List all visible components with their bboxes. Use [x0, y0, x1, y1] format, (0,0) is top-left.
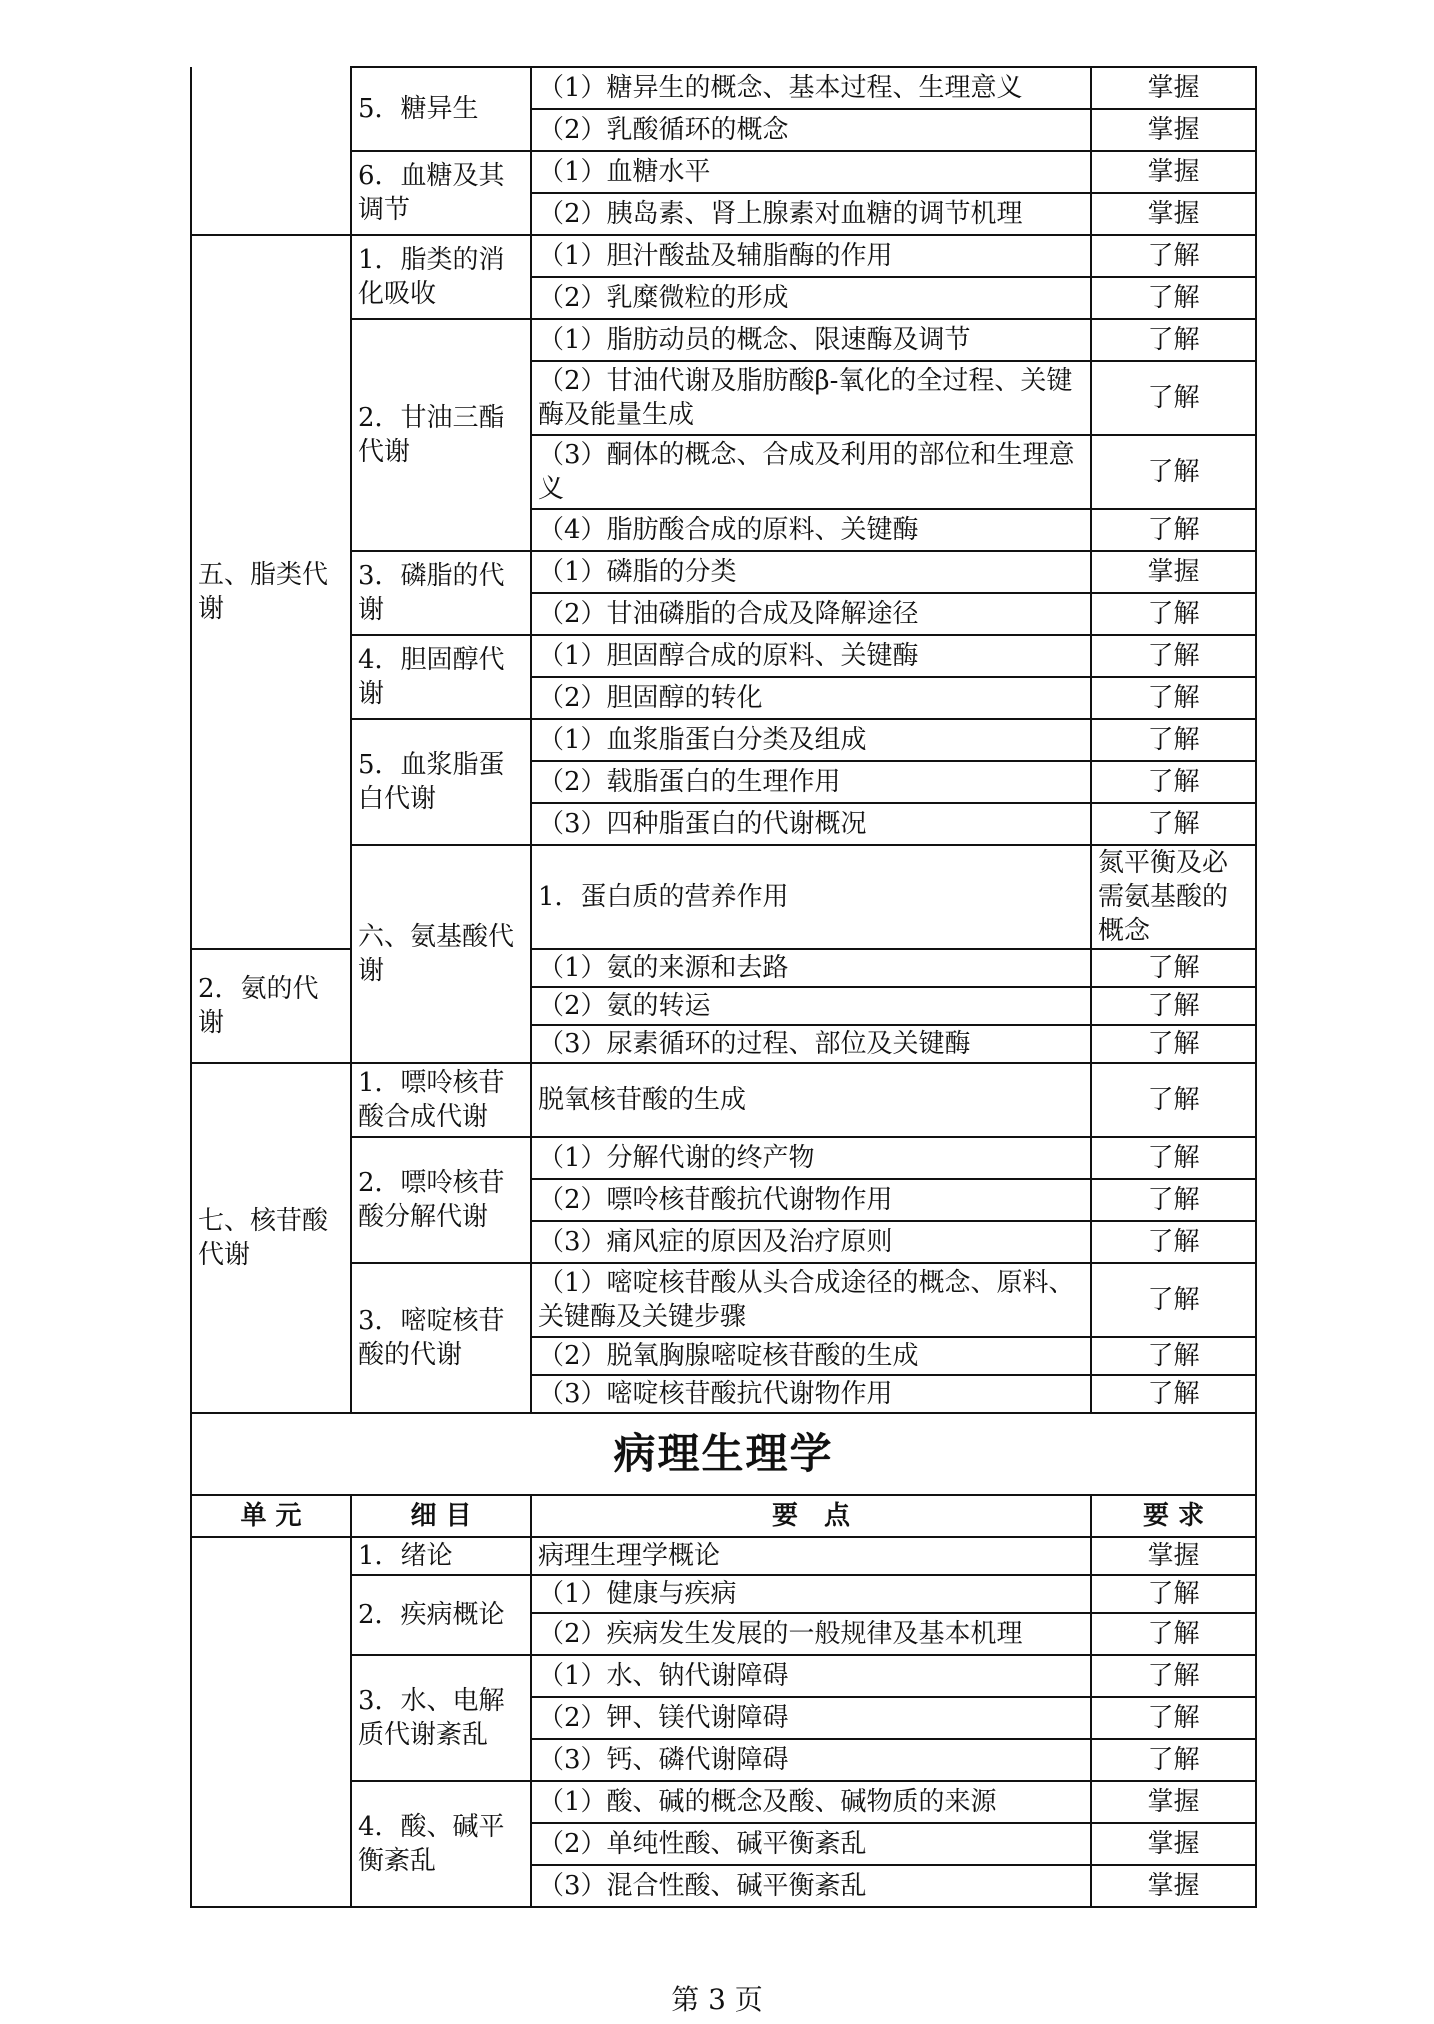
point-cell: （1）胆汁酸盐及辅脂酶的作用: [531, 235, 1091, 277]
item-cell: 5．糖异生: [351, 67, 531, 151]
requirement-cell: 了解: [1091, 1025, 1256, 1063]
table-row: [191, 319, 1256, 361]
requirement-cell: 掌握: [1091, 1865, 1256, 1907]
point-cell: （3）尿素循环的过程、部位及关键酶: [531, 1025, 1091, 1063]
requirement-cell: 了解: [1091, 719, 1256, 761]
table-header-row: [191, 1495, 1256, 1537]
requirement-cell: 掌握: [1091, 109, 1256, 151]
requirement-cell: 了解: [1091, 509, 1256, 551]
point-cell: （3）酮体的概念、合成及利用的部位和生理意义: [531, 435, 1091, 509]
requirement-cell: 了解: [1091, 1337, 1256, 1375]
requirement-cell: 了解: [1091, 593, 1256, 635]
item-cell: 5．血浆脂蛋白代谢: [351, 719, 531, 845]
table-row: [191, 845, 1256, 949]
point-cell: 脱氧核苷酸的生成: [531, 1063, 1091, 1137]
table-row: [191, 235, 1256, 277]
point-cell: （2）乳酸循环的概念: [531, 109, 1091, 151]
point-cell: （1）水、钠代谢障碍: [531, 1655, 1091, 1697]
requirement-cell: 了解: [1091, 1575, 1256, 1613]
item-cell: 3．磷脂的代谢: [351, 551, 531, 635]
table-row: [191, 67, 1256, 109]
requirement-cell: 了解: [1091, 949, 1256, 987]
point-cell: （1）健康与疾病: [531, 1575, 1091, 1613]
point-cell: （3）混合性酸、碱平衡紊乱: [531, 1865, 1091, 1907]
unit-cell: 五、脂类代谢: [191, 235, 351, 949]
item-cell: 2．氨的代谢: [191, 949, 351, 1063]
requirement-cell: 了解: [1091, 277, 1256, 319]
unit-cell: [191, 1537, 351, 1907]
point-cell: （2）甘油磷脂的合成及降解途径: [531, 593, 1091, 635]
requirement-cell: 掌握: [1091, 151, 1256, 193]
requirement-cell: 了解: [1091, 1179, 1256, 1221]
requirement-cell: 掌握: [1091, 551, 1256, 593]
requirement-cell: 掌握: [1091, 1781, 1256, 1823]
point-cell: （1）磷脂的分类: [531, 551, 1091, 593]
syllabus-sheet: [190, 66, 1255, 1908]
requirement-cell: 了解: [1091, 435, 1256, 509]
point-cell: （3）痛风症的原因及治疗原则: [531, 1221, 1091, 1263]
table-row: [191, 1655, 1256, 1697]
requirement-cell: 了解: [1091, 361, 1256, 435]
requirement-cell: 了解: [1091, 1697, 1256, 1739]
requirement-cell: 了解: [1091, 1613, 1256, 1655]
unit-cell: [191, 67, 351, 235]
item-cell: 1．蛋白质的营养作用: [531, 845, 1091, 949]
requirement-cell: 掌握: [1091, 67, 1256, 109]
point-cell: 病理生理学概论: [531, 1537, 1091, 1575]
requirement-cell: 了解: [1091, 987, 1256, 1025]
table-row: [191, 551, 1256, 593]
point-cell: 氮平衡及必需氨基酸的概念: [1091, 845, 1256, 949]
item-cell: 6．血糖及其调节: [351, 151, 531, 235]
point-cell: （1）胆固醇合成的原料、关键酶: [531, 635, 1091, 677]
requirement-cell: 了解: [1091, 761, 1256, 803]
item-cell: 1．脂类的消化吸收: [351, 235, 531, 319]
table-row: [191, 635, 1256, 677]
point-cell: （3）嘧啶核苷酸抗代谢物作用: [531, 1375, 1091, 1413]
point-cell: （2）脱氧胸腺嘧啶核苷酸的生成: [531, 1337, 1091, 1375]
item-cell: 2．甘油三酯代谢: [351, 319, 531, 551]
point-cell: （1）血糖水平: [531, 151, 1091, 193]
point-cell: （2）甘油代谢及脂肪酸β-氧化的全过程、关键酶及能量生成: [531, 361, 1091, 435]
point-cell: （2）嘌呤核苷酸抗代谢物作用: [531, 1179, 1091, 1221]
point-cell: （4）脂肪酸合成的原料、关键酶: [531, 509, 1091, 551]
point-cell: （1）血浆脂蛋白分类及组成: [531, 719, 1091, 761]
table-row: [191, 1537, 1256, 1575]
point-cell: （2）钾、镁代谢障碍: [531, 1697, 1091, 1739]
item-cell: 2．嘌呤核苷酸分解代谢: [351, 1137, 531, 1263]
point-cell: （2）氨的转运: [531, 987, 1091, 1025]
header-unit: 单 元: [191, 1495, 351, 1537]
table-row: [191, 719, 1256, 761]
table-row: [191, 1137, 1256, 1179]
table-row: [191, 1263, 1256, 1337]
table-row: [191, 1575, 1256, 1613]
unit-cell: 七、核苷酸代谢: [191, 1063, 351, 1413]
item-cell: 1．绪论: [351, 1537, 531, 1575]
page-number: 第 3 页: [671, 1983, 763, 2016]
point-cell: （1）嘧啶核苷酸从头合成途径的概念、原料、关键酶及关键步骤: [531, 1263, 1091, 1337]
section-title: 病理生理学: [191, 1413, 1256, 1495]
item-cell: 2．疾病概论: [351, 1575, 531, 1655]
requirement-cell: 了解: [1091, 1375, 1256, 1413]
point-cell: （2）单纯性酸、碱平衡紊乱: [531, 1823, 1091, 1865]
requirement-cell: 了解: [1091, 635, 1256, 677]
point-cell: （1）脂肪动员的概念、限速酶及调节: [531, 319, 1091, 361]
requirement-cell: 了解: [1091, 677, 1256, 719]
header-requirement: 要 求: [1091, 1495, 1256, 1537]
item-cell: 4．酸、碱平衡紊乱: [351, 1781, 531, 1907]
requirement-cell: 了解: [1091, 1263, 1256, 1337]
requirement-cell: 掌握: [1091, 1537, 1256, 1575]
point-cell: （2）载脂蛋白的生理作用: [531, 761, 1091, 803]
requirement-cell: 了解: [1091, 235, 1256, 277]
point-cell: （1）糖异生的概念、基本过程、生理意义: [531, 67, 1091, 109]
point-cell: （3）钙、磷代谢障碍: [531, 1739, 1091, 1781]
requirement-cell: 掌握: [1091, 1823, 1256, 1865]
point-cell: （2）疾病发生发展的一般规律及基本机理: [531, 1613, 1091, 1655]
point-cell: （1）氨的来源和去路: [531, 949, 1091, 987]
table-row: [191, 949, 1256, 987]
point-cell: （2）胆固醇的转化: [531, 677, 1091, 719]
requirement-cell: 了解: [1091, 1739, 1256, 1781]
requirement-cell: 了解: [1091, 1063, 1256, 1137]
point-cell: （1）分解代谢的终产物: [531, 1137, 1091, 1179]
table-row: [191, 1063, 1256, 1137]
point-cell: （2）乳糜微粒的形成: [531, 277, 1091, 319]
item-cell: 3．水、电解质代谢紊乱: [351, 1655, 531, 1781]
unit-cell: 六、氨基酸代谢: [351, 845, 531, 1063]
item-cell: 3．嘧啶核苷酸的代谢: [351, 1263, 531, 1413]
item-cell: 1．嘌呤核苷酸合成代谢: [351, 1063, 531, 1137]
item-cell: 4．胆固醇代谢: [351, 635, 531, 719]
requirement-cell: 了解: [1091, 803, 1256, 845]
point-cell: （1）酸、碱的概念及酸、碱物质的来源: [531, 1781, 1091, 1823]
requirement-cell: 了解: [1091, 1655, 1256, 1697]
requirement-cell: 了解: [1091, 1221, 1256, 1263]
requirement-cell: 了解: [1091, 1137, 1256, 1179]
requirement-cell: 掌握: [1091, 193, 1256, 235]
header-item: 细 目: [351, 1495, 531, 1537]
syllabus-table: [190, 66, 1257, 1908]
header-point: 要 点: [531, 1495, 1091, 1537]
table-row: [191, 1781, 1256, 1823]
requirement-cell: 了解: [1091, 319, 1256, 361]
table-row: [191, 1413, 1256, 1495]
point-cell: （2）胰岛素、肾上腺素对血糖的调节机理: [531, 193, 1091, 235]
table-row: [191, 151, 1256, 193]
point-cell: （3）四种脂蛋白的代谢概况: [531, 803, 1091, 845]
